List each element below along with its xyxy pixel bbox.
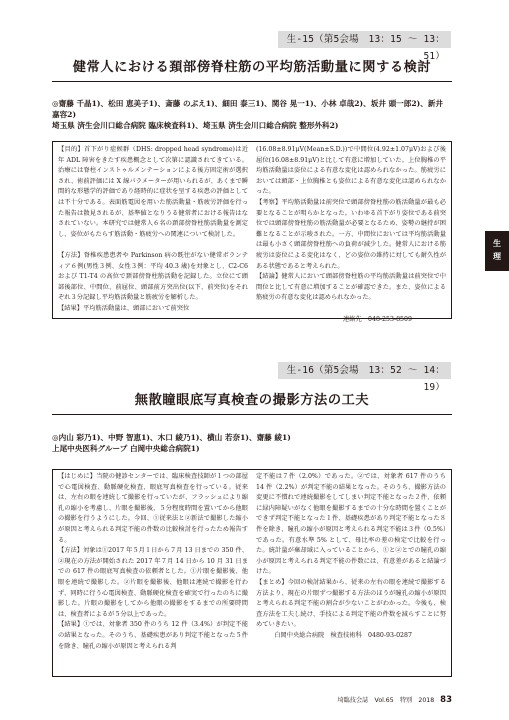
abstract-paragraph: 【方法】脊椎疾患患者や Parkinson 病の既往がない健常ボランティア６例(男性３例、女性３例：平均 40.3 歳)を対象とし、C2-C6 および T1-T4 の高位で頚部傍脊柱筋活動を記録した。立位にて頭部後部位、中間位、前屈位、頭部前方突出位(以下、前突位)をそれぞれ３分記録し平均筋活動量と筋疲労を解析した。 bbox=[58, 251, 248, 302]
abstract-paragraph: 【結果】①では、対象者 350 件のうち 12 件（3.4%）が判定不能の結果となった。そのうち、基礎疾患があり判定不能となった５件を除き、瞳孔の縮小が原因と考えられる判 bbox=[58, 621, 248, 650]
author-names: ◎内山 彩乃1)、中野 智恵1)、木口 綾乃1)、横山 若奈1)、齋藤 綾1) bbox=[52, 433, 291, 442]
title-divider bbox=[52, 81, 452, 82]
side-tab-char: 理 bbox=[493, 252, 501, 261]
author-affiliations: 上尾中央医科グループ 白岡中央総合病院1) bbox=[52, 444, 200, 453]
author-affiliations: 埼玉県 済生会川口総合病院 臨床検査科1)、埼玉県 済生会川口総合病院 整形外科2) bbox=[52, 121, 339, 130]
author-names: ◎齋藤 千晶1)、松田 恵美子1)、斎藤 のぶえ1)、細田 泰三1)、関谷 晃一1)、小林 卓哉2)、坂井 頭一郎2)、新井 嘉容2) bbox=[52, 99, 444, 119]
abstract-paragraph: 【はじめに】当院の健診センターでは、臨床検査技師が１つの部屋で心電図検査、動脈硬化検査、眼底写真検査を行っている。従来は、左右の眼を連続して撮影を行っていたが、フラッシュにより縮孔の縮小を考慮し、片眼を撮影後、５分程度時間を置いてから他眼の撮影を行うようにした。今回、①従来法と②新法で撮影した縮小が原因と考えられる判定不能の件数の比較検討を行ったため報告する。 bbox=[58, 473, 248, 544]
abstract-paragraph: 【目的】首下がり症候群（DHS: dropped head syndrome)は近年 ADL 障害をきたす疾患概念として次第に認識されてきている。治療には脊柱インストゥルメンテーションによる後方固定術が選択され、術前評価には X 線パラメーターが用いられるが、あくまで瞬間的な形態学的評価であり経時的に症状を呈する疾患の評価としては不十分である。表面筋電図を用いた筋活動量・筋疲労評価を行った報告は散見されるが、基準値となりうる健常者における報告はなされていない。本研究では健常人６名の頚部傍脊柱筋活動量を測定し、姿位がもたらす筋活動・筋疲労への関連について検討した。 bbox=[58, 146, 248, 238]
abstract-paragraph: 【結果】平均筋活動量は、頭部において前突位 bbox=[58, 304, 190, 312]
abstract-title: 健常人における頚部傍脊柱筋の平均筋活動量に関する検討 bbox=[72, 60, 432, 75]
session-header: 生-16（第5会場 13：52 ～ 14：19） bbox=[278, 362, 451, 379]
abstract-paragraph: (16.08±8.91μV(Mean±S.D.))で中間位(4.92±1.07μV)および後屈位(16.08±8.91μV)と比して有意に増加していた。上位胸椎の平均筋活動量は姿位による有意な変化は認められなかった。筋疲労においては頭部・上位胸椎とも姿位による有意な変化は認められなかった。 bbox=[256, 146, 446, 196]
page-footer bbox=[320, 695, 452, 705]
title-divider bbox=[52, 414, 452, 415]
abstract-left-column bbox=[58, 472, 248, 652]
abstract-paragraph: 【方法】対象は①2017 年５月１日から７月 13 日までの 350 件、②現在の方法が開始された 2017 年７月 14 日から 10 月 31 日までの 617 件の眼底写真検査の依頼者とした。①片眼を撮影後、他眼を連続で撮影した。②片眼を撮影後、他眼は連続で撮影を行わず、同時に行う心電図検査、動脈硬化検査を確実で行ったのちに撮影した。片眼の撮影をしてから他眼の撮影をするまでの所要時間は、検査者によるが５分以上であった。 bbox=[58, 547, 248, 618]
authors-list bbox=[52, 432, 452, 454]
journal-name: 埼臨技会誌 Vol.65 特別 2018 bbox=[337, 697, 435, 704]
abstract-right-column bbox=[256, 472, 446, 642]
authors-list bbox=[52, 98, 452, 131]
abstract-title: 無散瞳眼底写真検査の撮影方法の工夫 bbox=[134, 393, 370, 408]
abstract-paragraph: 定不能は７件（2.0%）であった。②では、対象者 617 件のうち 14 件（2.2%）が判定不能の結果となった。そのうち、撮影方法の変更に不慣れで連続撮影をしてしまい判定不能となった２件、依頼に緑内障疑いがなく他眼を撮影するまでの十分な時間を置くことができず判定不能となった１件、基礎疾患があり判定不能となった８件を除き、瞳孔の縮小が原因と考えられる判定不能は３件（0.5%）であった。有意水準 5% として、母比率の差の検定で比較を行った。統計量が棄却域に入っていることから、①と②とでの瞳孔の縮小が原因と考えられる判定不能の件数には、有意差があると結論づけた。 bbox=[256, 473, 446, 576]
abstract-left-column bbox=[58, 145, 248, 315]
side-tab-char: 生 bbox=[493, 239, 501, 248]
contact-info: 白岡中央総合病院 検査技術科 0480-93-0287 bbox=[274, 631, 412, 639]
abstract-right-column bbox=[256, 145, 446, 325]
session-header: 生-15（第5会場 13：15 ～ 13：51） bbox=[278, 31, 451, 48]
abstract-paragraph: 【結論】健常人において頭部傍脊柱筋の平均筋活動量は前突位で中間位と比して有意に増加することが確認できた。また、姿位による筋疲労の有意な変化は認められなかった。 bbox=[256, 273, 446, 302]
abstract-paragraph: 【まとめ】今回の検討結果から、従来の左右の眼を連続で撮影する方法より、現在の片眼ずつ撮影する方法のほうが瞳孔の縮小が原因と考えられる判定不能の割合が少ないことがわかった。今後も、検査方法を工夫し続け、手技による判定不能の件数を減らすことに努めていきたい。 bbox=[256, 578, 446, 629]
abstract-paragraph: 【考察】平均筋活動量は前突位で頭部傍脊柱筋の筋活動量が最も必要となることが明らかとなった。いわゆる首下がり姿位である前突位では頭部傍脊柱筋の筋活動量が必要となるため、姿勢の継持が困難となることが示唆された。一方、中間位においては平均筋活動量は最も小さく頭部傍脊柱筋への負荷が減少した。健常人における筋疲労は姿位による変化はなく、どの姿位の維持に対しても耐久性がある状態であると考えられた。 bbox=[256, 198, 446, 270]
page-number: 83 bbox=[440, 695, 452, 705]
contact-phone: 連絡先 048-253-8509 bbox=[343, 315, 412, 323]
section-side-tab bbox=[485, 231, 509, 271]
